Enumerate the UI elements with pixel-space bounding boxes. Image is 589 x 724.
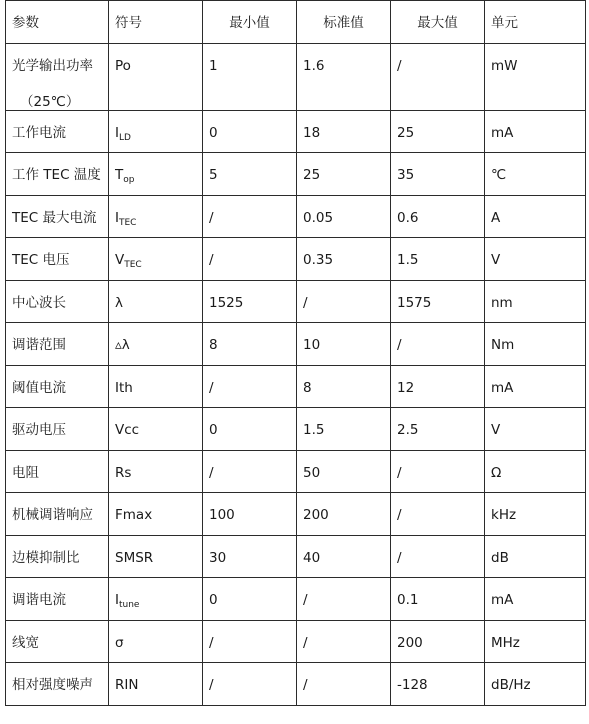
- table-row: [6, 535, 586, 578]
- symbol-cell: [109, 620, 203, 663]
- max-cell: 2.5: [391, 408, 485, 451]
- header-unit: 单元: [485, 1, 586, 44]
- max-cell: /: [391, 535, 485, 578]
- min-cell: 1525: [203, 280, 297, 323]
- symbol-cell: [109, 43, 203, 110]
- param-condition: （25℃）: [20, 93, 80, 110]
- param-cell: [6, 365, 109, 408]
- unit-cell: mA: [485, 578, 586, 621]
- table-row: [6, 110, 586, 153]
- table-row: [6, 365, 586, 408]
- header-typ: 标准值: [297, 1, 391, 44]
- header-max: 最大值: [391, 1, 485, 44]
- min-cell: /: [203, 365, 297, 408]
- spec-table: [5, 0, 586, 706]
- min-cell: 100: [203, 493, 297, 536]
- param-name: 机械调谐响应: [12, 507, 93, 524]
- symbol-cell: [109, 450, 203, 493]
- symbol-main: Po: [115, 57, 131, 74]
- symbol-main: ▵λ: [115, 337, 130, 354]
- typ-cell: 8: [297, 365, 391, 408]
- symbol-cell: [109, 663, 203, 706]
- unit-cell: nm: [485, 280, 586, 323]
- header-min: 最小值: [203, 1, 297, 44]
- param-name: 工作电流: [12, 124, 66, 141]
- header-row: [6, 1, 586, 44]
- param-cell: [6, 578, 109, 621]
- max-cell: 1575: [391, 280, 485, 323]
- header-symbol: 符号: [109, 1, 203, 44]
- min-cell: 30: [203, 535, 297, 578]
- typ-cell: 18: [297, 110, 391, 153]
- param-name: 调谐电流: [12, 592, 66, 609]
- table-row: [6, 238, 586, 281]
- max-cell: -128: [391, 663, 485, 706]
- symbol-main: σ: [115, 634, 124, 651]
- symbol-main: RIN: [115, 677, 139, 694]
- max-cell: /: [391, 450, 485, 493]
- typ-cell: 0.05: [297, 195, 391, 238]
- symbol-cell: [109, 408, 203, 451]
- param-cell: [6, 238, 109, 281]
- symbol-main: SMSR: [115, 549, 154, 566]
- unit-cell: MHz: [485, 620, 586, 663]
- param-cell: [6, 323, 109, 366]
- typ-cell: /: [297, 280, 391, 323]
- table-row: [6, 663, 586, 706]
- param-name: 工作 TEC 温度: [12, 167, 101, 184]
- param-name: TEC 最大电流: [12, 209, 97, 226]
- max-cell: 0.6: [391, 195, 485, 238]
- typ-cell: 40: [297, 535, 391, 578]
- max-cell: 25: [391, 110, 485, 153]
- param-name: 线宽: [12, 634, 39, 651]
- symbol-subscript: TEC: [118, 217, 137, 228]
- table-row: [6, 43, 586, 110]
- param-name: 阈值电流: [12, 379, 66, 396]
- max-cell: 1.5: [391, 238, 485, 281]
- max-cell: 12: [391, 365, 485, 408]
- table-row: [6, 153, 586, 196]
- symbol-cell: [109, 578, 203, 621]
- table-row: [6, 578, 586, 621]
- symbol-cell: [109, 110, 203, 153]
- symbol-main: λ: [115, 294, 123, 311]
- unit-cell: dB/Hz: [485, 663, 586, 706]
- table-row: [6, 493, 586, 536]
- symbol-main: T: [115, 167, 124, 184]
- table-row: [6, 280, 586, 323]
- param-name: 相对强度噪声: [12, 677, 93, 694]
- param-cell: [6, 110, 109, 153]
- typ-cell: 25: [297, 153, 391, 196]
- max-cell: 0.1: [391, 578, 485, 621]
- typ-cell: 1.5: [297, 408, 391, 451]
- typ-cell: /: [297, 663, 391, 706]
- param-cell: [6, 153, 109, 196]
- param-name: TEC 电压: [12, 252, 70, 269]
- max-cell: 35: [391, 153, 485, 196]
- unit-cell: mA: [485, 110, 586, 153]
- unit-cell: Nm: [485, 323, 586, 366]
- symbol-subscript: TEC: [124, 260, 142, 271]
- param-cell: [6, 620, 109, 663]
- param-cell: [6, 663, 109, 706]
- unit-cell: A: [485, 195, 586, 238]
- unit-cell: kHz: [485, 493, 586, 536]
- param-cell: [6, 450, 109, 493]
- min-cell: /: [203, 450, 297, 493]
- min-cell: 0: [203, 578, 297, 621]
- table-row: [6, 195, 586, 238]
- min-cell: /: [203, 663, 297, 706]
- symbol-main: Fmax: [115, 507, 153, 524]
- symbol-main: I: [115, 124, 119, 141]
- symbol-cell: [109, 195, 203, 238]
- symbol-subscript: tune: [118, 600, 140, 611]
- min-cell: /: [203, 195, 297, 238]
- unit-cell: ℃: [485, 153, 586, 196]
- typ-cell: 50: [297, 450, 391, 493]
- table-row: [6, 620, 586, 663]
- symbol-main: I: [115, 209, 119, 226]
- symbol-cell: [109, 493, 203, 536]
- param-name: 中心波长: [12, 294, 66, 311]
- max-cell: /: [391, 493, 485, 536]
- param-name: 电阻: [12, 464, 39, 481]
- symbol-main: Rs: [115, 464, 132, 481]
- param-cell: [6, 408, 109, 451]
- symbol-cell: [109, 153, 203, 196]
- min-cell: /: [203, 620, 297, 663]
- param-name: 调谐范围: [12, 337, 66, 354]
- typ-cell: /: [297, 620, 391, 663]
- symbol-cell: [109, 535, 203, 578]
- min-cell: 1: [203, 43, 297, 110]
- symbol-main: V: [115, 252, 125, 269]
- min-cell: 8: [203, 323, 297, 366]
- symbol-main: I: [115, 592, 119, 609]
- symbol-main: Vcc: [115, 422, 140, 439]
- max-cell: /: [391, 323, 485, 366]
- header-param: 参数: [6, 1, 109, 44]
- symbol-subscript: LD: [118, 132, 131, 143]
- symbol-cell: [109, 280, 203, 323]
- min-cell: /: [203, 238, 297, 281]
- param-cell: [6, 535, 109, 578]
- typ-cell: 1.6: [297, 43, 391, 110]
- typ-cell: 0.35: [297, 238, 391, 281]
- unit-cell: mA: [485, 365, 586, 408]
- param-cell: [6, 43, 109, 110]
- typ-cell: /: [297, 578, 391, 621]
- param-cell: [6, 280, 109, 323]
- typ-cell: 10: [297, 323, 391, 366]
- param-name: 驱动电压: [12, 422, 66, 439]
- symbol-subscript: op: [123, 175, 135, 186]
- min-cell: 5: [203, 153, 297, 196]
- unit-cell: V: [485, 408, 586, 451]
- unit-cell: dB: [485, 535, 586, 578]
- table-row: [6, 450, 586, 493]
- max-cell: /: [391, 43, 485, 110]
- min-cell: 0: [203, 110, 297, 153]
- table-row: [6, 323, 586, 366]
- param-cell: [6, 493, 109, 536]
- spec-table-body: [6, 1, 586, 706]
- symbol-cell: [109, 238, 203, 281]
- unit-cell: V: [485, 238, 586, 281]
- symbol-cell: [109, 323, 203, 366]
- param-cell: [6, 195, 109, 238]
- symbol-cell: [109, 365, 203, 408]
- max-cell: 200: [391, 620, 485, 663]
- symbol-main: Ith: [115, 379, 133, 396]
- min-cell: 0: [203, 408, 297, 451]
- unit-cell: mW: [485, 43, 586, 110]
- table-row: [6, 408, 586, 451]
- unit-cell: Ω: [485, 450, 586, 493]
- typ-cell: 200: [297, 493, 391, 536]
- param-name: 边模抑制比: [12, 549, 80, 566]
- param-name: 光学输出功率: [12, 57, 93, 74]
